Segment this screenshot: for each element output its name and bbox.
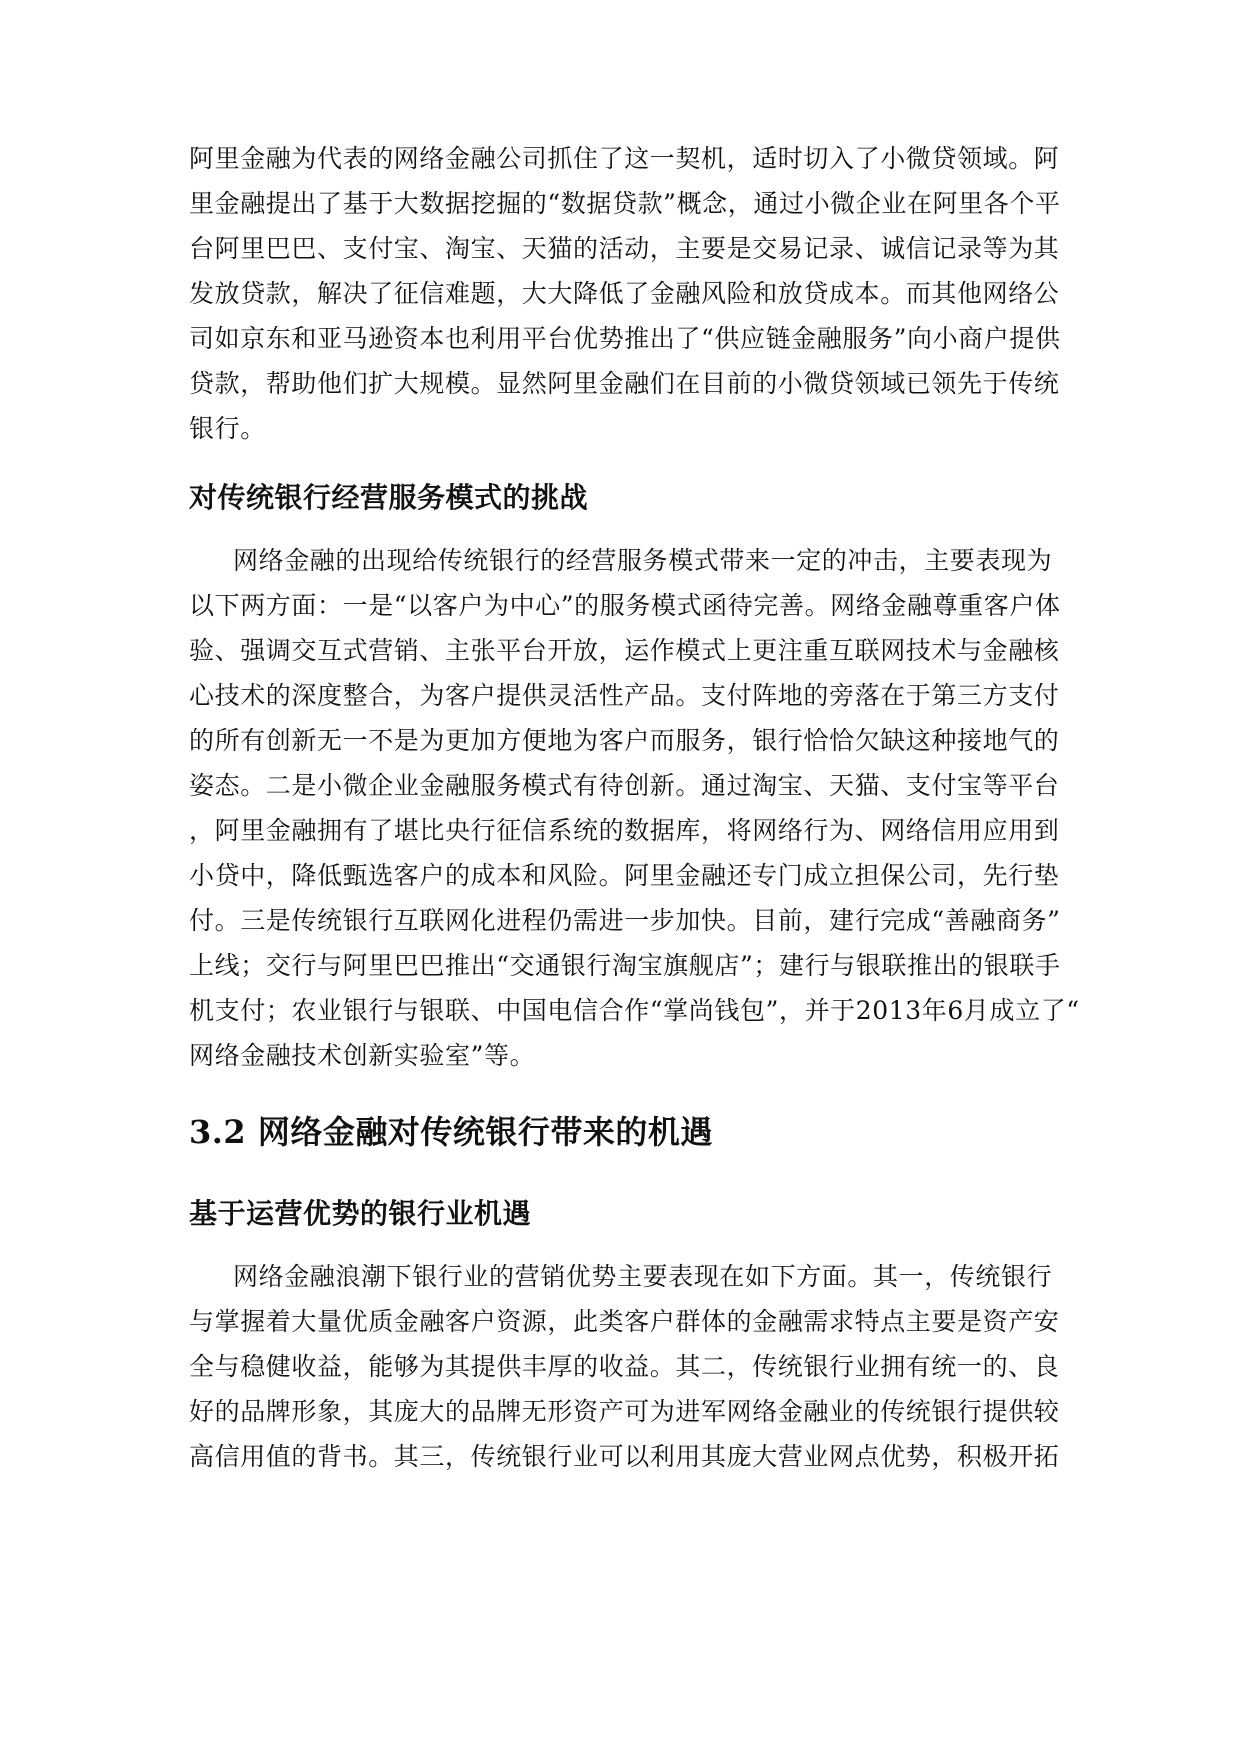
- paragraph-line: 机支付；农业银行与银联、中国电信合作“掌尚钱包”，并于2013年6月成立了“: [189, 996, 1080, 1025]
- subsection-heading: 基于运营优势的银行业机遇: [189, 1197, 532, 1230]
- paragraph-line: 阿里金融为代表的网络金融公司抓住了这一契机，适时切入了小微贷领域。阿: [189, 144, 1060, 173]
- paragraph-line: ，阿里金融拥有了堪比央行征信系统的数据库，将网络行为、网络信用应用到: [189, 816, 1060, 845]
- paragraph-line: 全与稳健收益，能够为其提供丰厚的收益。其二，传统银行业拥有统一的、良: [189, 1352, 1060, 1381]
- paragraph-line: 上线；交行与阿里巴巴推出“交通银行淘宝旗舰店”；建行与银联推出的银联手: [189, 951, 1061, 980]
- paragraph-line: 里金融提出了基于大数据挖掘的“数据贷款”概念，通过小微企业在阿里各个平: [189, 189, 1061, 218]
- paragraph-line: 心技术的深度整合，为客户提供灵活性产品。支付阵地的旁落在于第三方支付: [189, 681, 1060, 710]
- paragraph-line: 发放贷款，解决了征信难题，大大降低了金融风险和放贷成本。而其他网络公: [189, 279, 1060, 308]
- paragraph-line: 好的品牌形象，其庞大的品牌无形资产可为进军网络金融业的传统银行提供较: [189, 1397, 1060, 1426]
- subsection-heading: 对传统银行经营服务模式的挑战: [189, 481, 589, 514]
- paragraph-line: 银行。: [189, 414, 266, 443]
- paragraph-line: 与掌握着大量优质金融客户资源，此类客户群体的金融需求特点主要是资产安: [189, 1307, 1060, 1336]
- paragraph-line: 司如京东和亚马逊资本也利用平台优势推出了“供应链金融服务”向小商户提供: [189, 324, 1061, 353]
- paragraph-line: 的所有创新无一不是为更加方便地为客户而服务，银行恰恰欠缺这种接地气的: [189, 726, 1060, 755]
- paragraph-line: 网络金融的出现给传统银行的经营服务模式带来一定的冲击，主要表现为: [233, 546, 1053, 575]
- paragraph-line: 台阿里巴巴、支付宝、淘宝、天猫的活动，主要是交易记录、诚信记录等为其: [189, 234, 1060, 263]
- paragraph-line: 以下两方面：一是“以客户为中心”的服务模式函待完善。网络金融尊重客户体: [189, 591, 1061, 620]
- paragraph-line: 付。三是传统银行互联网化进程仍需进一步加快。目前，建行完成“善融商务”: [189, 906, 1061, 935]
- paragraph-line: 验、强调交互式营销、主张平台开放，运作模式上更注重互联网技术与金融核: [189, 636, 1060, 665]
- paragraph-line: 网络金融技术创新实验室”等。: [189, 1041, 536, 1070]
- paragraph-line: 姿态。二是小微企业金融服务模式有待创新。通过淘宝、天猫、支付宝等平台: [189, 771, 1060, 800]
- paragraph-line: 网络金融浪潮下银行业的营销优势主要表现在如下方面。其一，传统银行: [233, 1262, 1053, 1291]
- paragraph-line: 贷款，帮助他们扩大规模。显然阿里金融们在目前的小微贷领域已领先于传统: [189, 369, 1060, 398]
- section-heading: 3.2 网络金融对传统银行带来的机遇: [189, 1113, 713, 1151]
- paragraph-line: 高信用值的背书。其三，传统银行业可以利用其庞大营业网点优势，积极开拓: [189, 1442, 1060, 1471]
- paragraph-line: 小贷中，降低甄选客户的成本和风险。阿里金融还专门成立担保公司，先行垫: [189, 861, 1060, 890]
